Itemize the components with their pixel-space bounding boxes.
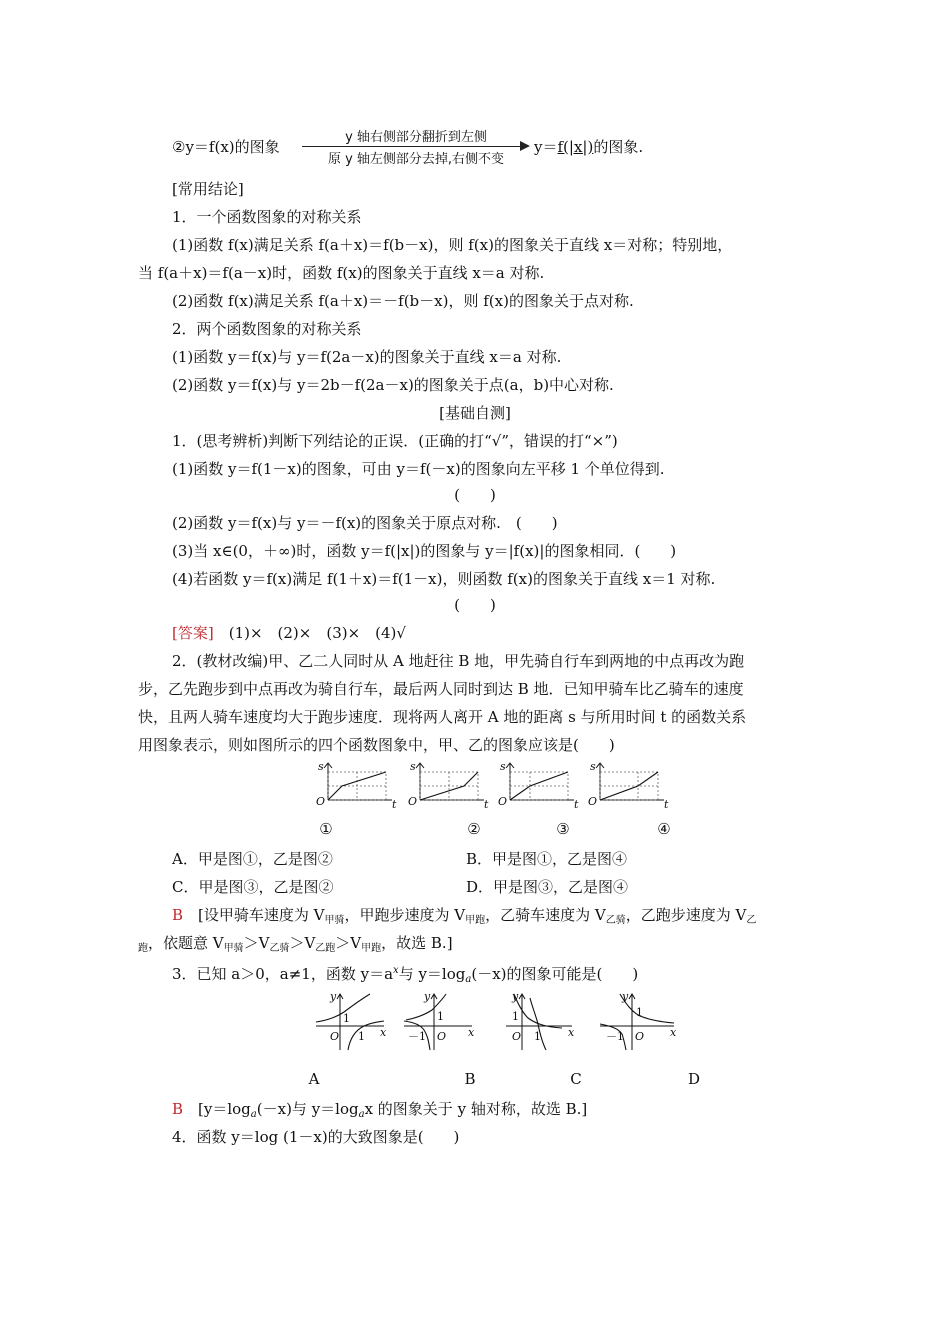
- svg-text:－1: －1: [606, 1030, 624, 1043]
- conclusion-1-2: (2)函数 f(x)满足关系 f(a＋x)＝－f(b－x)，则 f(x)的图象关于点对称.: [172, 292, 634, 310]
- transform-suffix: [534, 136, 734, 158]
- question-1-4: (4)若函数 y＝f(x)满足 f(1＋x)＝f(1－x)，则函数 f(x)的图象关于直线 x＝1 对称.: [172, 570, 716, 588]
- question-2-line-3: 快，且两人骑车速度均大于跑步速度．现将两人离开 A 地的距离 s 与所用时间 t 的函数关系: [138, 708, 747, 726]
- question-1-2: (2)函数 y＝f(x)与 y＝－f(x)的图象关于原点对称. ( ): [172, 514, 558, 532]
- question-2-line-4: 用图象表示，则如图所示的四个函数图象中，甲、乙的图象应该是( ): [138, 736, 615, 754]
- svg-text:1: 1: [358, 1030, 365, 1043]
- answer-blank-1: ( ): [454, 486, 496, 504]
- question-1-1: (1)函数 y＝f(1－x)的图象，可由 y＝f(－x)的图象向左平移 1 个单位得到.: [172, 460, 665, 478]
- st-graphs-figure: [310, 760, 680, 810]
- axis-t-3: t: [574, 798, 579, 810]
- exp-log-graph-c: [506, 990, 575, 1050]
- svg-text:y: y: [424, 990, 431, 1003]
- answer-label: [答案]: [172, 624, 214, 642]
- axis-o-4: O: [588, 795, 598, 808]
- option-label-d: D: [687, 1070, 701, 1088]
- conclusion-2-2: (2)函数 y＝f(x)与 y＝2b－f(2a－x)的图象关于点(a，b)中心对称.: [172, 376, 614, 394]
- conclusion-1-title: 1．一个函数图象的对称关系: [172, 208, 362, 226]
- svg-text:x: x: [568, 1026, 575, 1039]
- answer-2-line-2: $_跑$，依题意 $V_{甲骑}>V_{乙骑}>V_{乙跑}>V_{甲跑}$，故选 B.]: [138, 934, 453, 954]
- svg-text:1: 1: [636, 1006, 643, 1019]
- conclusion-1-1b: 当 f(a＋x)＝f(a－x)时，函数 f(x)的图象关于直线 x＝a 对称.: [138, 264, 545, 282]
- answer-2-letter: B: [172, 906, 184, 924]
- svg-text:O: O: [330, 1030, 340, 1043]
- suffix-a: y＝: [534, 138, 558, 156]
- arrow-top-text: y 轴右侧部分翻折到左侧: [345, 130, 487, 145]
- exp-log-graph-b: [404, 990, 475, 1050]
- option-label-b: B: [464, 1070, 476, 1088]
- conclusion-2-1: (1)函数 y＝f(x)与 y＝f(2a－x)的图象关于直线 x＝a 对称.: [172, 348, 562, 366]
- exp-log-graphs-figure: [310, 990, 690, 1054]
- question-2-line-2: 步，乙先跑步到中点再改为骑自行车，最后两人同时到达 B 地．已知甲骑车比乙骑车的速度: [138, 680, 744, 698]
- answer-blank-4: ( ): [454, 596, 496, 614]
- answer-3: B [$y=\log_a(-x)$与 $y=\log_ax$ 的图象关于 y 轴对称，故选 B.]: [172, 1100, 588, 1120]
- axis-t-1: t: [392, 798, 397, 810]
- question-4: 4．函数 y＝log (1－x)的大致图象是( ): [172, 1128, 460, 1146]
- axis-o-3: O: [498, 795, 508, 808]
- svg-text:1: 1: [512, 1010, 519, 1023]
- suffix-b: f(|x|): [557, 138, 594, 156]
- graph-label-1: ①: [319, 820, 333, 838]
- answer-3-letter: B: [172, 1100, 184, 1118]
- st-graph-3: [498, 760, 579, 810]
- graph-label-4: ④: [657, 820, 671, 838]
- conclusion-2-title: 2．两个函数图象的对称关系: [172, 320, 362, 338]
- option-c: C．甲是图③，乙是图②: [172, 878, 334, 896]
- graph-label-3: ③: [556, 820, 570, 838]
- option-label-a: A: [308, 1070, 320, 1088]
- axis-s-3: s: [500, 760, 506, 773]
- option-a: A．甲是图①，乙是图②: [172, 850, 333, 868]
- graph-label-2: ②: [467, 820, 481, 838]
- question-3: 3．已知 a＞0，a≠1，函数 $y=a^x$与 $y=\log_a(-x)$的图象可能是( ): [172, 965, 639, 985]
- svg-text:O: O: [512, 1030, 522, 1043]
- svg-text:y: y: [622, 990, 629, 1003]
- arrow-bottom-text: 原 y 轴左侧部分去掉,右侧不变: [327, 152, 505, 167]
- axis-o-2: O: [408, 795, 418, 808]
- transform-arrow: [300, 126, 532, 168]
- exp-log-graph-a: [316, 990, 387, 1050]
- svg-text:x: x: [468, 1026, 475, 1039]
- option-d: D．甲是图③，乙是图④: [466, 878, 629, 896]
- axis-s-4: s: [590, 760, 596, 773]
- svg-text:1: 1: [437, 1010, 444, 1023]
- svg-text:O: O: [635, 1030, 645, 1043]
- axis-s-2: s: [410, 760, 416, 773]
- question-1-3: (3)当 x∈(0，＋∞)时，函数 y＝f(|x|)的图象与 y＝|f(x)|的图象相同．( ): [172, 542, 677, 560]
- transform-prefix: ②y＝f(x)的图象: [172, 138, 280, 156]
- option-label-c: C: [570, 1070, 582, 1088]
- svg-text:x: x: [380, 1026, 387, 1039]
- option-b: B．甲是图①，乙是图④: [466, 850, 628, 868]
- axis-t-4: t: [664, 798, 669, 810]
- svg-text:1: 1: [534, 1030, 541, 1043]
- svg-text:－1: －1: [408, 1030, 426, 1043]
- conclusion-1-1a: (1)函数 f(x)满足关系 f(a＋x)＝f(b－x)，则 f(x)的图象关于直线 x＝对称；特别地，: [172, 236, 733, 254]
- section-common-conclusions: [常用结论]: [172, 180, 244, 198]
- question-2-line-1: 2．(教材改编)甲、乙二人同时从 A 地赶往 B 地，甲先骑自行车到两地的中点再改为跑: [172, 652, 745, 670]
- axis-o-1: O: [316, 795, 326, 808]
- suffix-c: 的图象.: [593, 138, 644, 156]
- st-graph-2: [408, 760, 489, 810]
- arrow-line: [302, 146, 524, 147]
- st-graph-4: [588, 760, 669, 810]
- svg-text:O: O: [437, 1030, 447, 1043]
- answer-1: [172, 622, 852, 644]
- st-graph-1: [316, 760, 397, 810]
- axis-s-1: s: [318, 760, 324, 773]
- answer-2-line-1: B [设甲骑车速度为 $V_{甲骑}$，甲跑步速度为 $V_{甲跑}$，乙骑车速度为 $V_{乙骑}$，乙跑步速度为 $V_乙$: [172, 906, 757, 926]
- answer-1-text: (1)× (2)× (3)× (4)√: [213, 624, 406, 642]
- svg-text:y: y: [330, 990, 337, 1003]
- svg-text:y: y: [512, 990, 519, 1003]
- question-1: 1．(思考辨析)判断下列结论的正误．(正确的打“√”，错误的打“×”): [172, 432, 618, 450]
- exp-log-graph-d: [600, 990, 677, 1050]
- section-basic-test: [基础自测]: [439, 404, 511, 422]
- axis-t-2: t: [484, 798, 489, 810]
- svg-text:1: 1: [343, 1012, 350, 1025]
- svg-text:x: x: [670, 1026, 677, 1039]
